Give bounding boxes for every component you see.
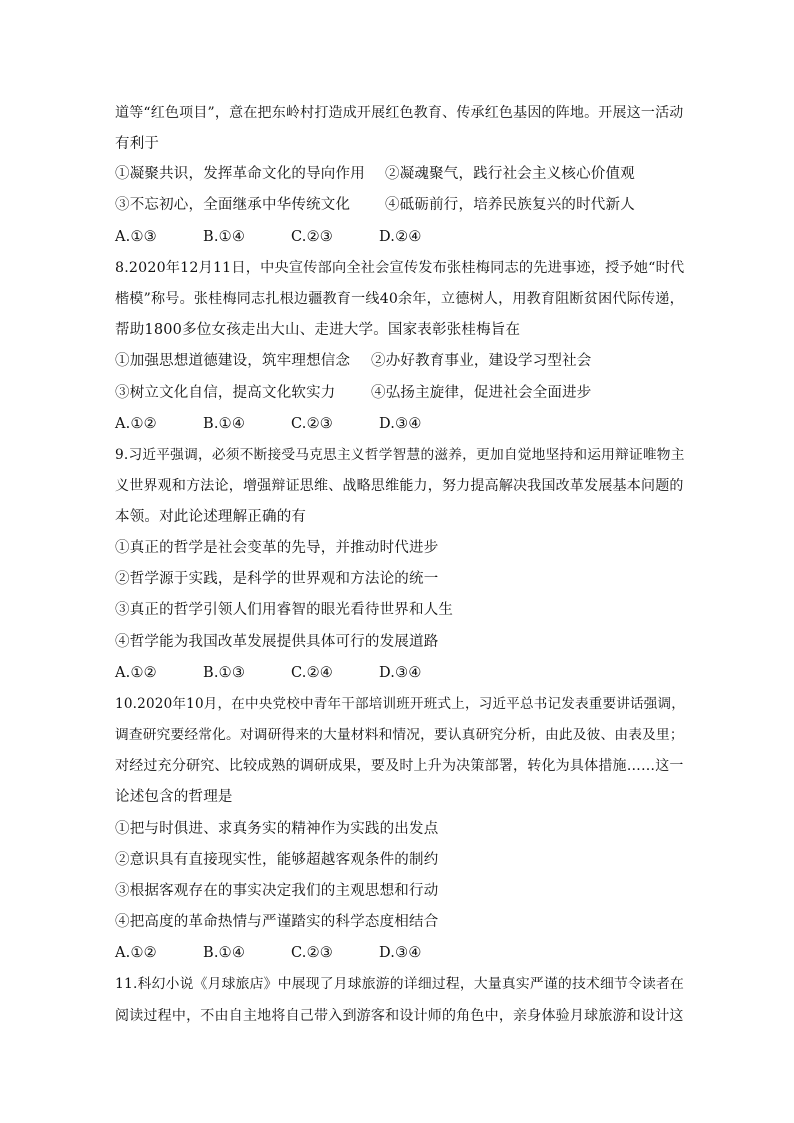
q7-answer-d: D.②④ [379,229,422,245]
q9-option-2: ②哲学源于实践，是科学的世界观和方法论的统一 [115,571,439,587]
question-9-answers [115,663,467,683]
question-10-stem-line-3: 对经过充分研究、比较成熟的调研成果，要及时上升为决策部署，转化为具体措施……这一 [115,758,684,774]
q9-answer-b: B.①③ [203,665,246,681]
q7-option-2: ②凝魂聚气，践行社会主义核心价值观 [385,166,635,182]
question-8-stem-line-2: 楷模”称号。张桂梅同志扎根边疆教育一线40余年，立德树人，用教育阻断贫困代际传递， [115,291,684,307]
q7-option-3: ③不忘初心，全面继承中华传统文化 [115,197,351,213]
question-10-answers [115,943,467,963]
question-10-stem-line-2: 调查研究要经常化。对调研得来的大量材料和情况，要认真研究分析，由此及彼、由表及里； [115,727,684,743]
q10-option-1: ①把与时俱进、求真务实的精神作为实践的出发点 [115,821,439,837]
q9-answer-d: D.③④ [379,665,422,681]
question-9-stem-line-1: 9.习近平强调，必须不断接受马克思主义哲学智慧的滋养，更加自觉地坚持和运用辩证唯物主 [115,447,685,463]
q8-option-3: ③树立文化自信，提高文化软实力 [115,385,336,401]
q8-option-4: ④弘扬主旋律，促进社会全面进步 [371,385,592,401]
question-10-stem-line-4: 论述包含的哲理是 [115,789,233,805]
q10-answer-b: B.①④ [203,945,246,961]
question-10-stem-line-1: 10.2020年10月，在中央党校中青年干部培训班开班式上，习近平总书记发表重要讲话强调， [115,696,685,712]
question-7-options-row-2 [115,195,635,215]
q8-answer-a: A.①② [115,416,157,432]
question-8-stem-line-3: 帮助1800多位女孩走出大山、走进大学。国家表彰张桂梅旨在 [115,322,521,338]
q8-option-2: ②办好教育事业，建设学习型社会 [371,353,592,369]
q7-answer-b: B.①④ [203,229,246,245]
question-11-stem-line-1: 11.科幻小说《月球旅店》中展现了月球旅游的详细过程，大量真实严谨的技术细节令读者在 [115,976,685,992]
q7-answer-a: A.①③ [115,229,157,245]
q10-answer-c: C.②③ [291,945,333,961]
question-9-stem-line-3: 本领。对此论述理解正确的有 [115,509,307,525]
question-8-options-row-1 [115,351,592,371]
q9-option-4: ④哲学能为我国改革发展提供具体可行的发展道路 [115,634,439,650]
q10-option-2: ②意识具有直接现实性，能够超越客观条件的制约 [115,852,439,868]
q8-answer-b: B.①④ [203,416,246,432]
question-8-answers [115,414,467,434]
q9-answer-c: C.②④ [291,665,333,681]
question-11-stem-line-2: 阅读过程中，不由自主地将自己带入到游客和设计师的角色中，亲身体验月球旅游和设计这 [115,1008,684,1024]
q10-answer-a: A.①② [115,945,157,961]
q7-option-4: ④砥砺前行，培养民族复兴的时代新人 [385,197,635,213]
question-7-stem-line-1: 道等“红色项目”，意在把东岭村打造成开展红色教育、传承红色基因的阵地。开展这一活动 [115,105,684,121]
q9-option-1: ①真正的哲学是社会变革的先导，并推动时代进步 [115,540,439,556]
question-8-options-row-2 [115,383,592,403]
q8-answer-c: C.②③ [291,416,333,432]
q9-answer-a: A.①② [115,665,157,681]
question-7-options-row-1 [115,164,635,184]
q7-answer-c: C.②③ [291,229,333,245]
question-7-stem-line-2: 有利于 [115,136,160,152]
q8-answer-d: D.③④ [379,416,422,432]
q9-option-3: ③真正的哲学引领人们用睿智的眼光看待世界和人生 [115,602,454,618]
question-9-stem-line-2: 义世界观和方法论，增强辩证思维、战略思维能力，努力提高解决我国改革发展基本问题的 [115,478,684,494]
q10-option-3: ③根据客观存在的事实决定我们的主观思想和行动 [115,883,439,899]
q7-option-1: ①凝聚共识，发挥革命文化的导向作用 [115,166,365,182]
q8-option-1: ①加强思想道德建设，筑牢理想信念 [115,353,351,369]
question-7-answers [115,227,467,247]
question-8-stem-line-1: 8.2020年12月11日，中央宣传部向全社会宣传发布张桂梅同志的先进事迹，授予她“时代 [115,260,685,276]
q10-option-4: ④把高度的革命热情与严谨踏实的科学态度相结合 [115,914,439,930]
q10-answer-d: D.③④ [379,945,422,961]
